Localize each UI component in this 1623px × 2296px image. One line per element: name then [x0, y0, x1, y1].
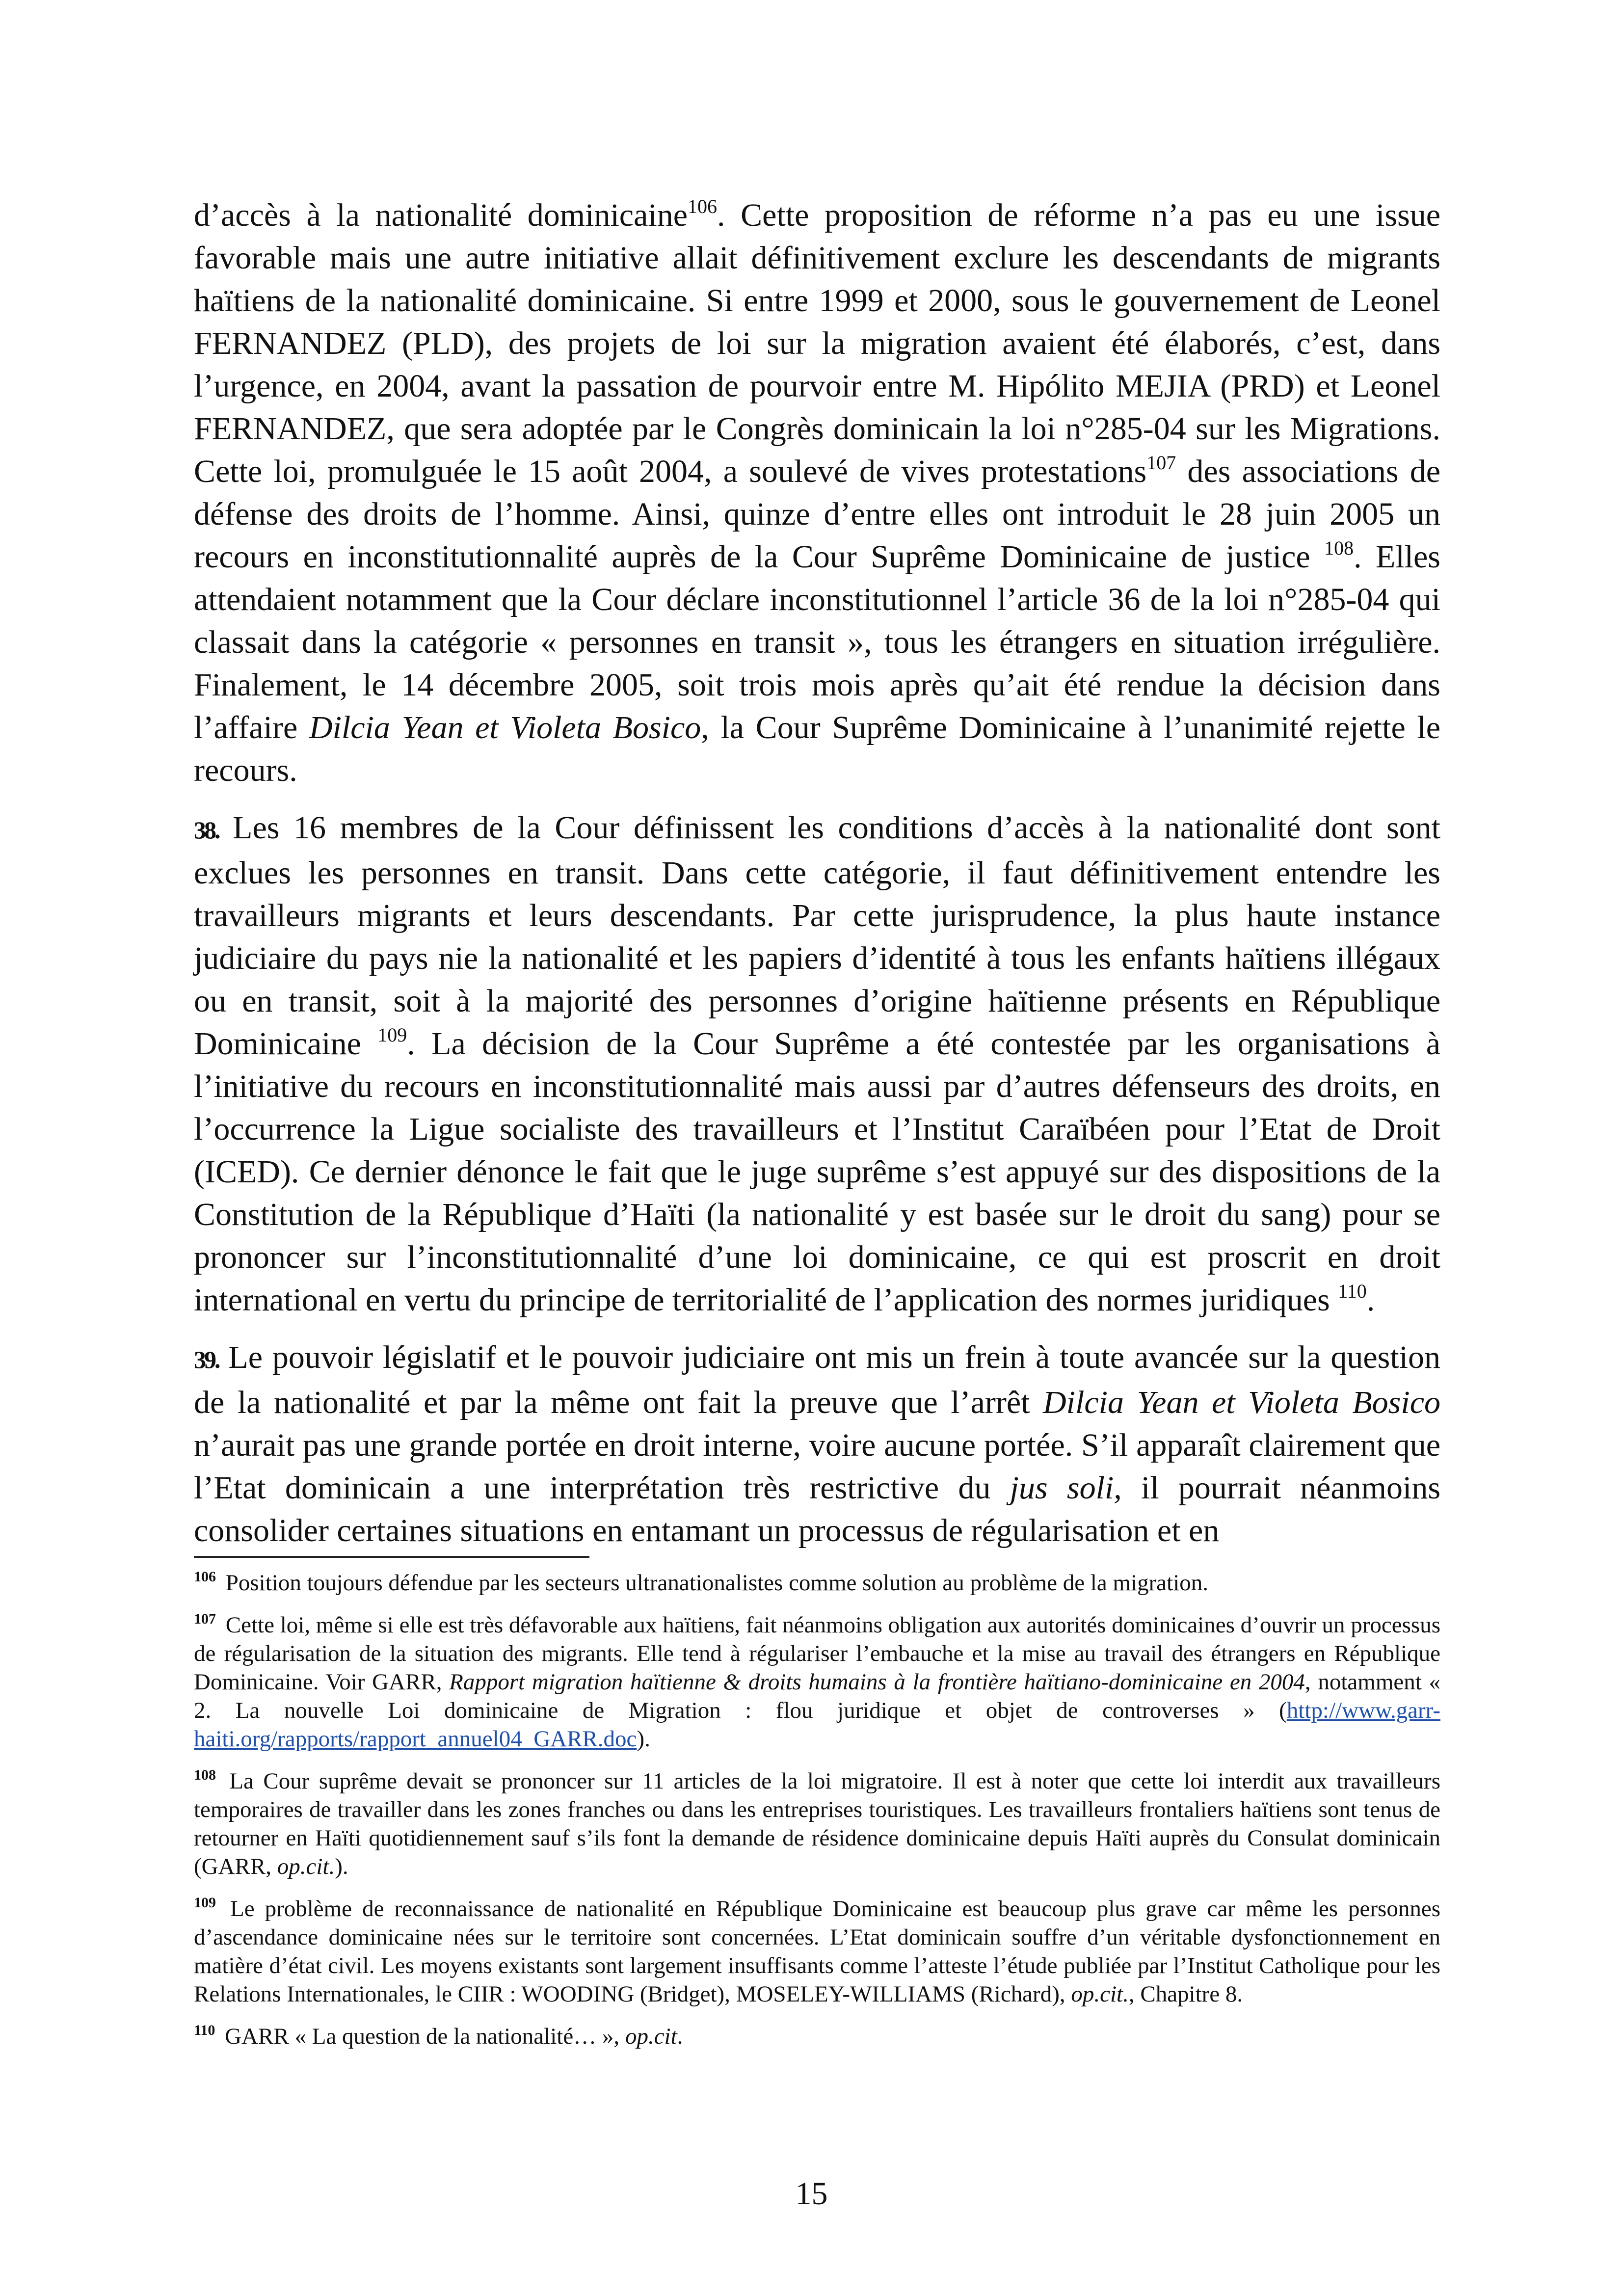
footnote-ref-108[interactable]: 108 [1324, 537, 1354, 559]
fn107-text-2: , notamment « 2. La nouvelle Loi dominicaine de Migration : flou juridique et objet de controverses » ( [194, 1669, 1440, 1723]
footnote-ref-109[interactable]: 109 [377, 1024, 407, 1046]
p1-text-1: d’accès à la nationalité dominicaine [194, 197, 688, 233]
p2-text-3: . [1366, 1282, 1375, 1318]
paragraph-38 [194, 806, 1440, 1321]
p2-text-1: Les 16 membres de la Cour définissent les conditions d’accès à la nationalité dont sont exclues les personnes en transit. Dans cette catégorie, il faut définitivement entendre les travailleurs migrants et leurs descendants. Par cette jurisprudence, la plus haute instance judiciaire du pays nie la nationalité et les papiers d’identité à tous les enfants haïtiens illégaux ou en transit, soit à la majorité des personnes d’origine haïtienne présents en République Dominicaine [194, 810, 1440, 1062]
footnote-number-109: 109 [194, 1895, 216, 1911]
p3-text-1: Le pouvoir législatif et le pouvoir judiciaire ont mis un frein à toute avancée sur la question de la nationalité et par la même ont fait la preuve que l’arrêt [194, 1339, 1440, 1420]
footnote-separator [194, 1556, 589, 1558]
footnote-110 [194, 2022, 1440, 2051]
fn108-text-2: ). [335, 1854, 348, 1879]
paragraph-39 [194, 1336, 1440, 1552]
p1-case-name: Dilcia Yean et Violeta Bosico [309, 710, 701, 746]
p1-text-3: des associations de défense des droits de l’homme. Ainsi, quinze d’entre elles ont introduit le 28 juin 2005 un recours en inconstitutionnalité auprès de la Cour Suprême Dominicaine de justice [194, 454, 1440, 575]
footnote-108 [194, 1767, 1440, 1881]
fn110-text-1: GARR « La question de la nationalité… », [219, 2024, 625, 2049]
footnote-106 [194, 1569, 1440, 1597]
footnote-ref-110[interactable]: 110 [1338, 1280, 1367, 1302]
footnote-number-108: 108 [194, 1767, 216, 1783]
footnote-number-110: 110 [194, 2022, 215, 2038]
footnote-number-107: 107 [194, 1611, 216, 1627]
fn108-opcit: op.cit. [277, 1854, 335, 1879]
footnote-107 [194, 1611, 1440, 1753]
footnotes [194, 1569, 1440, 2064]
paragraph-number-38: 38. [194, 816, 219, 844]
p1-text-4: . Elles attendaient notamment que la Cour déclare inconstitutionnel l’article 36 de la loi n°285-04 qui classait dans la catégorie « personnes en transit », tous les étrangers en situation irrégulière. Finalement, le 14 décembre 2005, soit trois mois après qu’ait été rendue la décision dans l’affaire [194, 539, 1440, 746]
fn109-text-2: , Chapitre 8. [1128, 1981, 1243, 2007]
fn108-text-1: La Cour suprême devait se prononcer sur 11 articles de la loi migratoire. Il est à noter que cette loi interdit aux travailleurs temporaires de travailler dans les zones franches ou dans les entreprises touristiques. Les travailleurs frontaliers haïtiens sont tenus de retourner en Haïti quotidiennement sauf s’ils font la demande de résidence dominicaine depuis Haïti auprès du Consulat dominicain (GARR, [194, 1768, 1440, 1879]
p1-text-5: , la Cour Suprême Dominicaine à l’unanimité rejette le recours. [194, 710, 1440, 788]
footnote-number-106: 106 [194, 1569, 216, 1585]
fn109-text-1: Le problème de reconnaissance de nationalité en République Dominicaine est beaucoup plus grave car même les personnes d’ascendance dominicaine nées sur le territoire sont concernées. L’Etat dominicain souffre d’un véritable dysfonctionnement en matière d’état civil. Les moyens existants sont largement insuffisants comme l’atteste l’étude publiée par l’Institut Catholique pour les Relations Internationales, le CIIR : WOODING (Bridget), MOSELEY-WILLIAMS (Richard), [194, 1896, 1440, 2007]
footnote-109 [194, 1895, 1440, 2008]
fn106-text: Position toujours défendue par les secteurs ultranationalistes comme solution au problème de la migration. [220, 1570, 1209, 1596]
fn110-opcit: op.cit [625, 2024, 677, 2049]
garr-report-link[interactable]: http://www.garr-haiti.org/rapports/rapport_annuel04_GARR.doc [194, 1698, 1440, 1752]
footnote-ref-106[interactable]: 106 [688, 195, 718, 217]
footnote-ref-107[interactable]: 107 [1146, 452, 1176, 474]
p3-jus-soli: jus soli, [1010, 1470, 1122, 1506]
fn110-text-2: . [677, 2024, 683, 2049]
page-number: 15 [795, 2176, 828, 2212]
p3-text-2: n’aurait pas une grande portée en droit interne, voire aucune portée. S’il apparaît clairement que l’Etat dominicain a une interprétation très restrictive du [194, 1427, 1440, 1506]
fn107-report-title: Rapport migration haïtienne & droits humains à la frontière haïtiano-dominicaine en 2004 [449, 1669, 1305, 1695]
p1-text-2: . Cette proposition de réforme n’a pas eu une issue favorable mais une autre initiative allait définitivement exclure les descendants de migrants haïtiens de la nationalité dominicaine. Si entre 1999 et 2000, sous le gouvernement de Leonel FERNANDEZ (PLD), des projets de loi sur la migration avaient été élaborés, c’est, dans l’urgence, en 2004, avant la passation de pourvoir entre M. Hipólito MEJIA (PRD) et Leonel FERNANDEZ, que sera adoptée par le Congrès dominicain la loi n°285-04 sur les Migrations. Cette loi, promulguée le 15 août 2004, a soulevé de vives protestations [194, 197, 1441, 489]
fn107-text-3: ). [637, 1726, 650, 1752]
paragraph-number-39: 39. [194, 1346, 219, 1373]
p3-case-name: Dilcia Yean et Violeta Bosico [1043, 1385, 1440, 1420]
body-text [194, 194, 1440, 1567]
paragraph-continuation [194, 194, 1440, 792]
fn107-text-1: Cette loi, même si elle est très défavorable aux haïtiens, fait néanmoins obligation aux autorités dominicaines d’ouvrir un processus de régularisation de la situation des migrants. Elle tend à régulariser l’embauche et la mise au travail des étrangers en République Dominicaine. Voir GARR, [194, 1612, 1440, 1695]
p3-text-3: il pourrait néanmoins consolider certaines situations en entamant un processus de régularisation et en [194, 1470, 1440, 1548]
fn109-opcit: op.cit. [1071, 1981, 1129, 2007]
p2-text-2: . La décision de la Cour Suprême a été contestée par les organisations à l’initiative du recours en inconstitutionnalité mais aussi par d’autres défenseurs des droits, en l’occurrence la Ligue socialiste des travailleurs et l’Institut Caraïbéen pour l’Etat de Droit (ICED). Ce dernier dénonce le fait que le juge suprême s’est appuyé sur des dispositions de la Constitution de la République d’Haïti (la nationalité y est basée sur le droit du sang) pour se prononcer sur l’inconstitutionnalité d’une loi dominicaine, ce qui est proscrit en droit international en vertu du principe de territorialité de l’application des normes juridiques [194, 1026, 1440, 1318]
